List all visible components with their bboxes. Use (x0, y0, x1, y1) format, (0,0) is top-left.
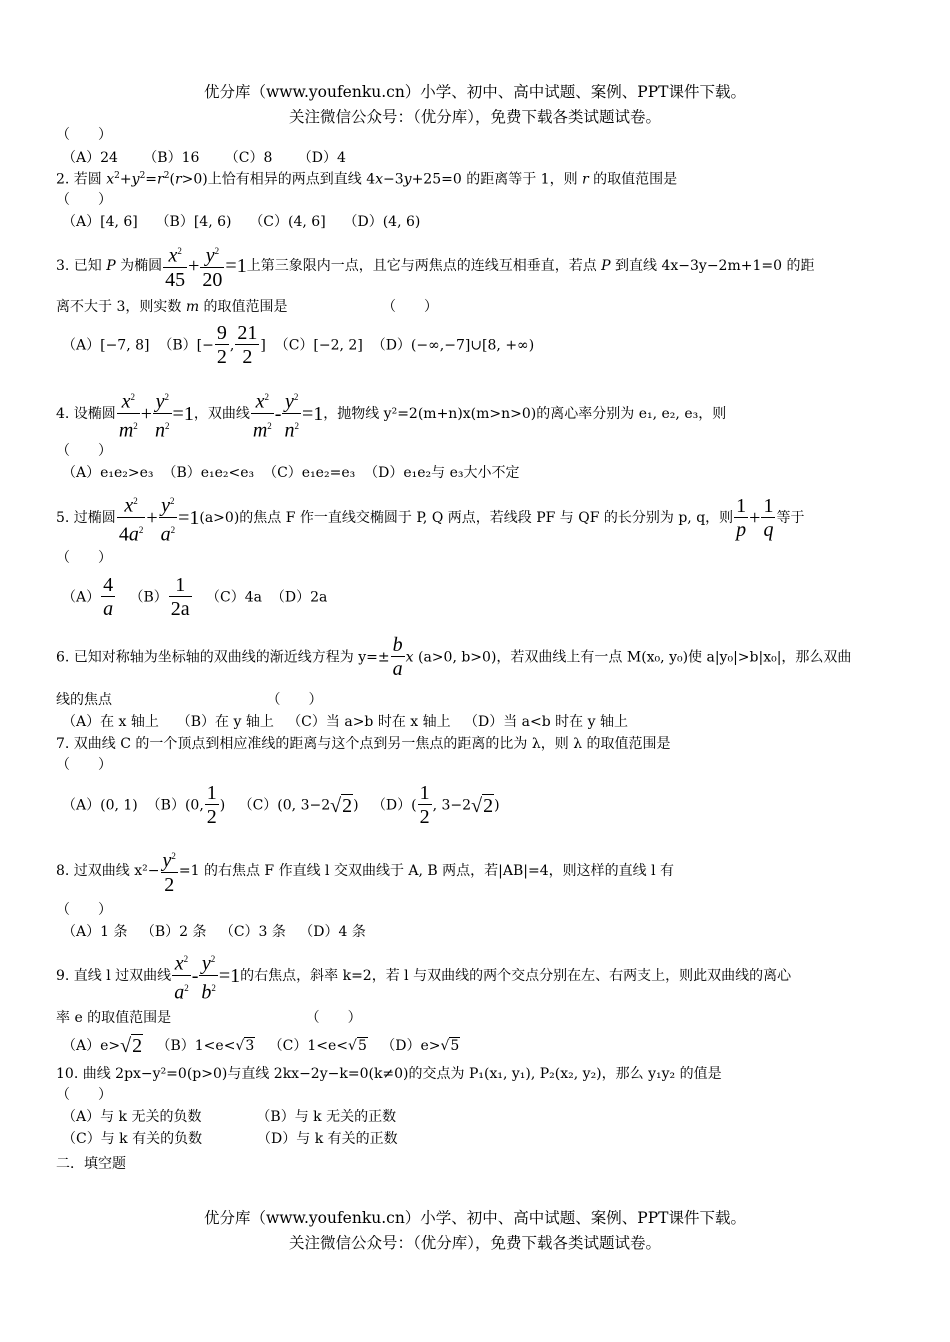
q5-frac-1: $\frac{x^2}{4a^2}$ (118, 494, 144, 546)
q7-opt-b-pre: （B）(0, (146, 797, 204, 814)
q4-opt-a: （A）e₁e₂>e₃ (62, 465, 154, 481)
q3-text-c: 上第三象限内一点，且它与两焦点的连线互相垂直，若点 (246, 257, 602, 274)
q10-options-row-2 (62, 1132, 398, 1146)
q5-line: 5. 过椭圆 $\frac{x^2}{4a^2}$ + $\frac{y^2}{a^2}$ =1(a>0)的焦点 F 作一直线交椭圆于 P, Q 两点，若线段 PF 与 QF 的长分别为 p, q，则 $\frac{1}{p}$ + $\frac{1}{q}$ 等于 (56, 490, 804, 546)
q8-options (62, 925, 366, 939)
q9-line-1: 9. 直线 l 过双曲线 $\frac{x^2}{a^2}$ - $\frac{y^2}{b^2}$ =1的右焦点，斜率 k=2，若 l 与双曲线的两个交点分别在左、右两支上，则此双曲线的离心 (56, 948, 791, 1004)
q8-text-b: =1 的右焦点 F 作直线 l 交双曲线于 A, B 两点，若|AB|=4，则这样的直线 l 有 (178, 862, 675, 879)
q4-frac-1: $\frac{x^2}{m^2}$ (118, 390, 138, 442)
q2-opt-c: （C）(4, 6] (249, 214, 326, 230)
q3-line-2: 离不大于 3，则实数 m 的取值范围是 （ ） (56, 299, 438, 315)
q2-text-b: 上恰有相异的两点到直线 4 (207, 171, 376, 188)
q9-opt-d-sqrt: √5 (440, 1038, 460, 1054)
q3-frac-y: $\frac{y^2}{20}$ (202, 244, 223, 291)
q3-line-1: 3. 已知 P 为椭圆 $\frac{x^2}{45}$ + $\frac{y^2}{20}$ =1上第三象限内一点，且它与两焦点的连线互相垂直，若点 P 到直线 4x−3y−2m+1=0 的距 (56, 240, 814, 292)
q9-text-c: 率 e 的取值范围是 (56, 1010, 172, 1026)
q3-text-d: 到直线 4x−3y−2m+1=0 的距 (610, 257, 815, 274)
q6-text-b: (a>0, b>0)，若双曲线上有一点 M(x₀, y₀)使 a|y₀|>b|x₀|，那么双曲 (418, 649, 852, 666)
q7-paren: （ ） (56, 757, 112, 773)
q2-opt-b: （B）[4, 6) (155, 214, 232, 230)
q4-opt-b: （B）e₁e₂<e₃ (162, 465, 255, 481)
q5-text-b: (a>0)的焦点 F 作一直线交椭圆于 P, Q 两点，若线段 PF 与 QF 的长分别为 p, q，则 (199, 510, 734, 527)
q8-paren: （ ） (56, 902, 112, 918)
q8-text-a: 8. 过双曲线 x²− (56, 862, 160, 879)
q2-options (62, 215, 420, 229)
q3-opt-c: （C）[−2, 2] (274, 337, 363, 354)
q3-text-e: 离不大于 3，则实数 (56, 299, 186, 315)
q2-paren: （ ） (56, 192, 112, 208)
q9-opt-d: （D）e> (381, 1038, 441, 1054)
q10-opt-d: （D）与 k 有关的正数 (257, 1131, 398, 1147)
q7-opt-b-frac: $\frac{1}{2}$ (206, 782, 217, 828)
q1-options (62, 151, 346, 165)
q7-opt-d-frac: $\frac{1}{2}$ (419, 782, 430, 828)
q7-opt-d-pre: （D）( (371, 797, 417, 814)
q8-frac: $\frac{y^2}{2}$ (162, 849, 176, 896)
q7-options: （A）(0, 1) （B）(0, $\frac{1}{2}$ ) （C）(0, 3−2√2) （D）( $\frac{1}{2}$ , 3−2√2) (62, 782, 500, 828)
q5-text-a: 5. 过椭圆 (56, 510, 116, 527)
q9-frac-1: $\frac{x^2}{a^2}$ (174, 952, 189, 1004)
q6-opt-b: （B）在 y 轴上 (176, 714, 274, 730)
q10-text: 10. 曲线 2px−y²=0(p>0)与直线 2kx−2y−k=0(k≠0)的交点为 P₁(x₁, y₁), P₂(x₂, y₂)，那么 y₁y₂ 的值是 (56, 1066, 722, 1082)
q2-text-a: 2. 若圆 (56, 171, 107, 188)
q9-opt-b: （B）1<e< (156, 1038, 236, 1054)
q5-opt-d: （D）2a (270, 589, 328, 606)
section-2-title: 二．填空题 (56, 1156, 126, 1172)
q3-opt-b-post: ] (260, 337, 266, 354)
q6-line-1: 6. 已知对称轴为坐标轴的双曲线的渐近线方程为 y=± $\frac{b}{a}$ x (a>0, b>0)，若双曲线上有一点 M(x₀, y₀)使 a|y₀|>b|x₀|，那么双曲 (56, 634, 852, 680)
q6-opt-d: （D）当 a<b 时在 y 轴上 (464, 714, 628, 730)
q6-line-2 (56, 693, 322, 707)
q2-text: 2. 若圆 $x^2+y^2=r^2(r>0)$上恰有相异的两点到直线 4x−3y+25=0 的距离等于 1，则 r 的取值范围是 (56, 171, 678, 188)
q3-options: （A）[−7, 8] （B）[− $\frac{9}{2}$ , $\frac{21}{2}$ ] （C）[−2, 2] （D）(−∞,−7]∪[8, +∞) (62, 322, 535, 368)
q9-options (62, 1036, 460, 1056)
q4-paren: （ ） (56, 443, 112, 459)
q7-opt-c-sqrt: √2 (330, 794, 353, 817)
q10-opt-b: （B）与 k 无关的正数 (256, 1109, 397, 1125)
q8-opt-d: （D）4 条 (299, 924, 366, 940)
q4-text-c: ，抛物线 y²=2(m+n)x(m>n>0)的离心率分别为 e₁, e₂, e₃，则 (323, 406, 727, 423)
q2-text-c: −3 (383, 171, 404, 188)
q7-opt-c-pre: （C）(0, 3−2 (238, 797, 331, 814)
q6-options (62, 715, 628, 729)
q10-opt-a: （A）与 k 无关的负数 (62, 1109, 202, 1125)
q9-opt-a-sqrt: √2 (120, 1035, 143, 1057)
q6-frac: $\frac{b}{a}$ (392, 634, 403, 680)
q5-text-c: 等于 (776, 510, 805, 527)
q8-opt-a: （A）1 条 (62, 924, 128, 940)
q3-opt-a: （A）[−7, 8] (62, 337, 150, 354)
q8-line (56, 845, 674, 897)
q4-frac-4: $\frac{y^2}{n^2}$ (284, 390, 299, 442)
q8-opt-b: （B）2 条 (140, 924, 207, 940)
q10-opt-c: （C）与 k 有关的负数 (62, 1131, 203, 1147)
q2-opt-a: （A）[4, 6] (62, 214, 138, 230)
q5-opt-b: （B） (129, 589, 168, 606)
q1-opt-c: （C）8 (224, 150, 273, 166)
q5-frac-p: $\frac{1}{p}$ (736, 494, 747, 541)
q6-opt-a: （A）在 x 轴上 (62, 714, 159, 730)
q1-opt-a: （A）24 (62, 150, 118, 166)
q6-text-a: 6. 已知对称轴为坐标轴的双曲线的渐近线方程为 y=± (56, 649, 390, 666)
q4-frac-3: $\frac{x^2}{m^2}$ (252, 390, 272, 442)
q3-opt-b-frac2: $\frac{21}{2}$ (237, 322, 258, 368)
q3-frac-x-den: 45 (165, 268, 186, 291)
q4-opt-d: （D）e₁e₂与 e₃大小不定 (364, 465, 520, 481)
q1-paren: （ ） (56, 127, 112, 143)
q3-frac-x: $\frac{x^2}{45}$ (165, 244, 186, 291)
q1-opt-b: （B）16 (143, 150, 200, 166)
q5-options (62, 574, 327, 621)
q5-paren: （ ） (56, 550, 112, 566)
q6-text-c: 线的焦点 (56, 692, 112, 708)
q10-paren: （ ） (56, 1087, 112, 1103)
q3-opt-b-frac1: $\frac{9}{2}$ (216, 322, 227, 368)
q5-opt-a: （A） (62, 589, 101, 606)
q7-opt-a: （A）(0, 1) (62, 797, 138, 814)
q9-opt-c: （C）1<e< (268, 1038, 349, 1054)
q3-paren: （ ） (382, 299, 438, 315)
q3-text-f: 的取值范围是 (199, 299, 288, 315)
q9-opt-a: （A）e> (62, 1038, 121, 1054)
q3-text-b: 为椭圆 (115, 257, 163, 274)
q9-opt-b-sqrt: √3 (235, 1038, 255, 1054)
q4-line: 4. 设椭圆 $\frac{x^2}{m^2}$ + $\frac{y^2}{n^2}$ =1，双曲线 $\frac{x^2}{m^2}$ - $\frac{y^2}{n^2}$ =1，抛物线 y²=2(m+n)x(m>n>0)的离心率分别为 e₁, e₂, e₃，则 (56, 386, 726, 442)
q4-text-a: 4. 设椭圆 (56, 406, 116, 423)
q9-text-a: 9. 直线 l 过双曲线 (56, 968, 172, 985)
q2-opt-d: （D）(4, 6) (343, 214, 421, 230)
q10-options-row-1 (62, 1110, 396, 1124)
header-line-1: 优分库（www.youfenku.cn）小学、初中、高中试题、案例、PPT课件下载。 (203, 83, 747, 101)
q9-line-2 (56, 1011, 362, 1025)
footer-line-2: 关注微信公众号：（优分库），免费下载各类试题试卷。 (288, 1234, 661, 1252)
q3-opt-b-pre: （B）[− (158, 337, 214, 354)
q4-options (62, 466, 520, 480)
q4-frac-2: $\frac{y^2}{n^2}$ (155, 390, 170, 442)
q2-text-d: +25=0 的距离等于 1，则 (411, 171, 583, 188)
q3-text-a: 3. 已知 (56, 257, 107, 274)
q4-text-b: ，双曲线 (193, 406, 250, 423)
q9-opt-c-sqrt: √5 (348, 1038, 367, 1054)
header-line-2: 关注微信公众号：（优分库），免费下载各类试题试卷。 (288, 108, 661, 126)
q6-paren: （ ） (266, 692, 323, 708)
q1-opt-d: （D）4 (297, 150, 346, 166)
q9-paren: （ ） (305, 1010, 362, 1026)
q5-opt-a-frac: $\frac{4}{a}$ (103, 574, 114, 620)
q8-opt-c: （C）3 条 (219, 924, 286, 940)
q5-opt-b-frac: $\frac{1}{2a}$ (170, 574, 190, 620)
q3-opt-d: （D）(−∞,−7]∪[8, +∞) (371, 337, 535, 354)
q7-opt-d-sqrt: √2 (471, 794, 494, 817)
q5-frac-q: $\frac{1}{q}$ (763, 494, 774, 541)
q4-opt-c: （C）e₁e₂=e₃ (263, 465, 356, 481)
footer-line-1: 优分库（www.youfenku.cn）小学、初中、高中试题、案例、PPT课件下载。 (203, 1209, 747, 1227)
q5-opt-c: （C）4a (206, 589, 262, 606)
q2-text-e: 的取值范围是 (588, 171, 678, 188)
q7-text: 7. 双曲线 C 的一个顶点到相应准线的距离与这个点到另一焦点的距离的比为 λ，则 λ 的取值范围是 (56, 736, 671, 752)
q5-frac-2: $\frac{y^2}{a^2}$ (160, 494, 176, 546)
q3-frac-y-den: 20 (202, 268, 223, 291)
q6-opt-c: （C）当 a>b 时在 x 轴上 (287, 714, 451, 730)
q9-frac-2: $\frac{y^2}{b^2}$ (201, 952, 216, 1004)
q9-text-b: 的右焦点，斜率 k=2，若 l 与双曲线的两个交点分别在左、右两支上，则此双曲线的离心 (240, 968, 792, 985)
